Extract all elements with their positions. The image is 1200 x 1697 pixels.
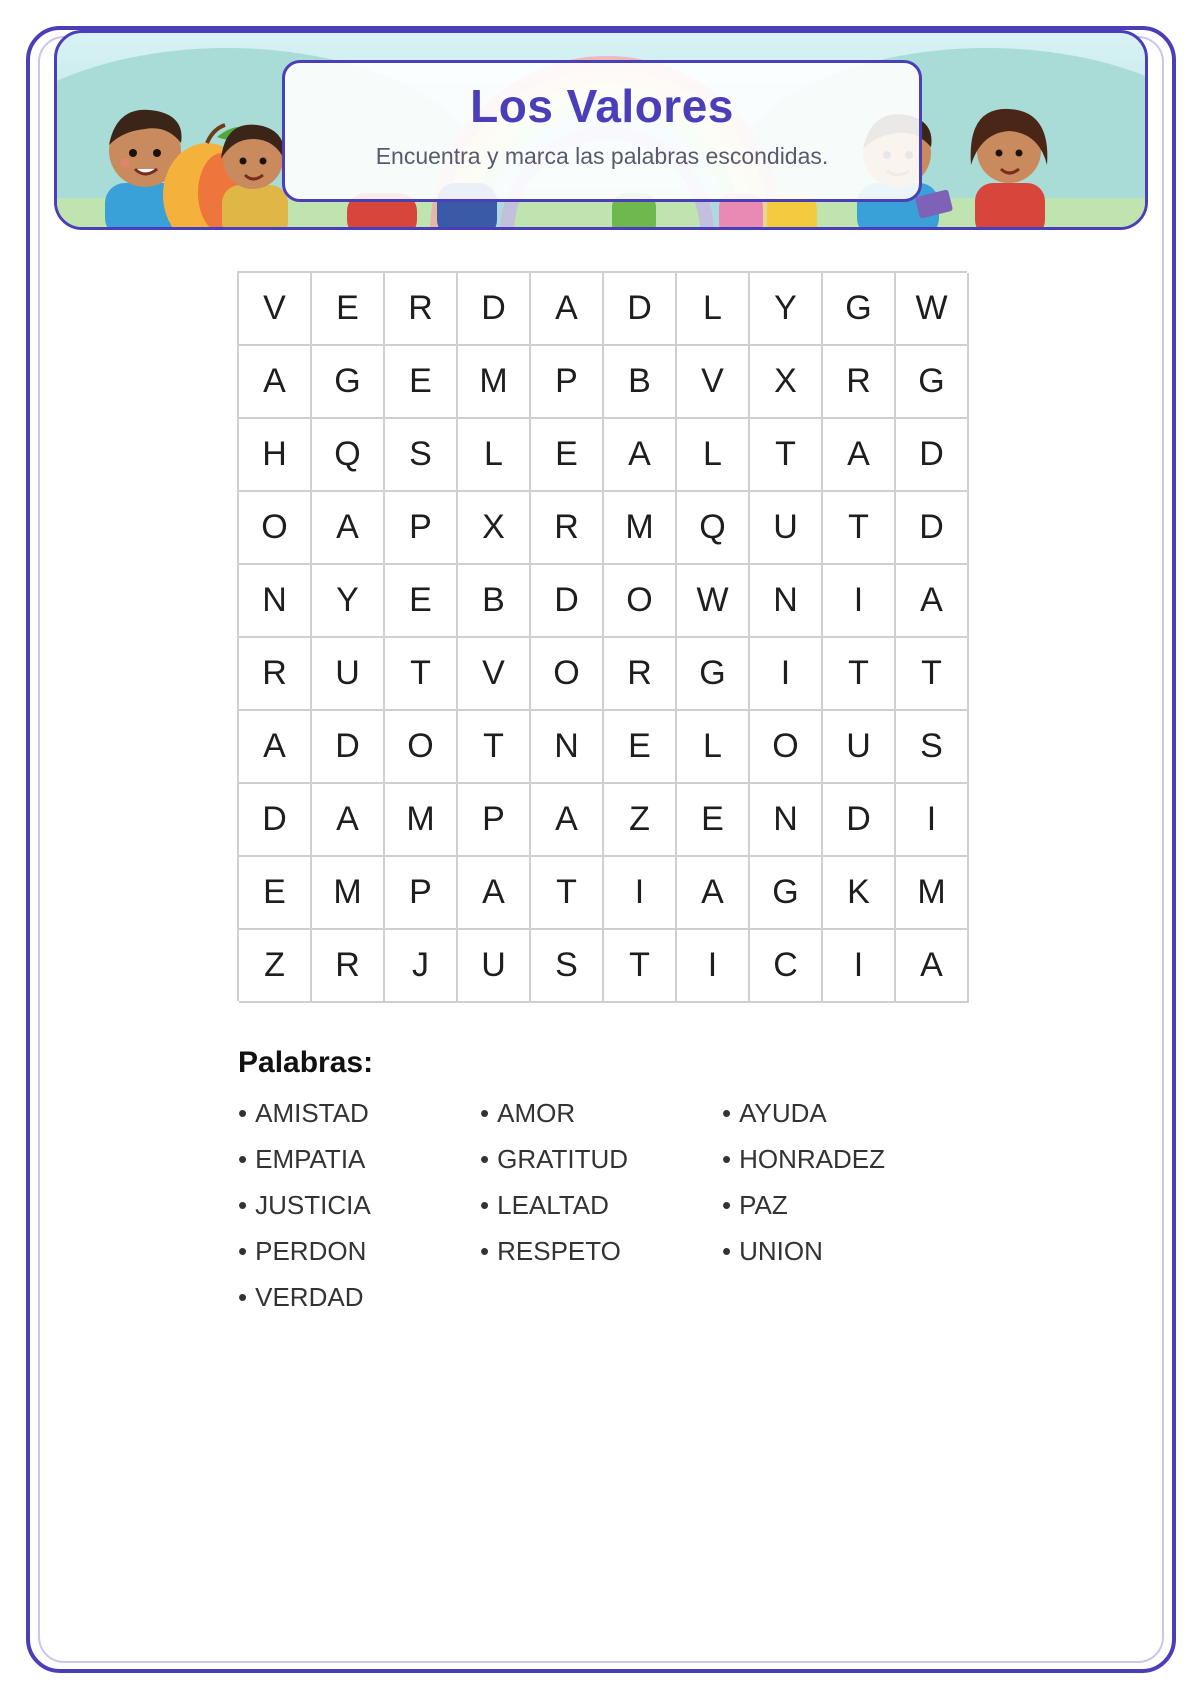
grid-cell[interactable]: O: [385, 711, 458, 784]
grid-cell[interactable]: I: [823, 930, 896, 1003]
grid-cell[interactable]: I: [896, 784, 969, 857]
grid-cell[interactable]: U: [823, 711, 896, 784]
grid-cell[interactable]: A: [677, 857, 750, 930]
grid-cell[interactable]: E: [312, 273, 385, 346]
grid-cell[interactable]: N: [239, 565, 312, 638]
grid-cell[interactable]: M: [385, 784, 458, 857]
word-list-item: • UNION: [722, 1236, 958, 1266]
grid-cell[interactable]: D: [458, 273, 531, 346]
grid-cell[interactable]: N: [750, 784, 823, 857]
grid-cell[interactable]: N: [750, 565, 823, 638]
grid-cell[interactable]: O: [531, 638, 604, 711]
grid-cell[interactable]: A: [531, 784, 604, 857]
grid-cell[interactable]: G: [312, 346, 385, 419]
grid-cell[interactable]: S: [896, 711, 969, 784]
word-list-item: • VERDAD: [238, 1282, 480, 1312]
word-list-item: • JUSTICIA: [238, 1190, 480, 1220]
word-list: [238, 1098, 958, 1312]
grid-cell[interactable]: D: [312, 711, 385, 784]
grid-cell[interactable]: D: [823, 784, 896, 857]
grid-cell[interactable]: D: [896, 492, 969, 565]
grid-cell[interactable]: T: [604, 930, 677, 1003]
grid-cell[interactable]: A: [239, 346, 312, 419]
grid-cell[interactable]: B: [458, 565, 531, 638]
grid-cell[interactable]: U: [750, 492, 823, 565]
grid-cell[interactable]: R: [312, 930, 385, 1003]
grid-cell[interactable]: O: [750, 711, 823, 784]
grid-cell[interactable]: M: [896, 857, 969, 930]
grid-cell[interactable]: T: [531, 857, 604, 930]
grid-cell[interactable]: U: [458, 930, 531, 1003]
grid-cell[interactable]: H: [239, 419, 312, 492]
grid-cell[interactable]: G: [750, 857, 823, 930]
grid-cell[interactable]: L: [677, 711, 750, 784]
grid-cell[interactable]: W: [896, 273, 969, 346]
grid-cell[interactable]: P: [385, 492, 458, 565]
grid-cell[interactable]: A: [896, 930, 969, 1003]
grid-cell[interactable]: T: [750, 419, 823, 492]
grid-cell[interactable]: G: [896, 346, 969, 419]
grid-cell[interactable]: R: [823, 346, 896, 419]
grid-cell[interactable]: T: [823, 638, 896, 711]
grid-cell[interactable]: T: [823, 492, 896, 565]
word-list-item: • RESPETO: [480, 1236, 722, 1266]
grid-cell[interactable]: T: [458, 711, 531, 784]
word-list-item: • AMISTAD: [238, 1098, 480, 1128]
grid-cell[interactable]: Q: [677, 492, 750, 565]
grid-cell[interactable]: J: [385, 930, 458, 1003]
grid-cell[interactable]: D: [896, 419, 969, 492]
grid-cell[interactable]: K: [823, 857, 896, 930]
grid-cell[interactable]: T: [385, 638, 458, 711]
grid-cell[interactable]: X: [458, 492, 531, 565]
grid-cell[interactable]: O: [239, 492, 312, 565]
word-list-heading: Palabras:: [238, 1046, 374, 1079]
grid-cell[interactable]: P: [531, 346, 604, 419]
grid-cell[interactable]: O: [604, 565, 677, 638]
grid-cell[interactable]: A: [896, 565, 969, 638]
grid-cell[interactable]: V: [677, 346, 750, 419]
grid-cell[interactable]: D: [531, 565, 604, 638]
grid-cell[interactable]: A: [531, 273, 604, 346]
grid-cell[interactable]: A: [458, 857, 531, 930]
grid-cell[interactable]: T: [896, 638, 969, 711]
grid-cell[interactable]: L: [677, 273, 750, 346]
word-list-item: • HONRADEZ: [722, 1144, 958, 1174]
grid-cell[interactable]: L: [458, 419, 531, 492]
grid-cell[interactable]: P: [458, 784, 531, 857]
grid-cell[interactable]: N: [531, 711, 604, 784]
grid-cell[interactable]: D: [604, 273, 677, 346]
grid-cell[interactable]: G: [823, 273, 896, 346]
word-list-item: • EMPATIA: [238, 1144, 480, 1174]
grid-cell[interactable]: M: [604, 492, 677, 565]
grid-cell[interactable]: R: [239, 638, 312, 711]
grid-cell[interactable]: I: [604, 857, 677, 930]
word-list-item: • LEALTAD: [480, 1190, 722, 1220]
grid-cell[interactable]: E: [385, 346, 458, 419]
grid-cell[interactable]: R: [604, 638, 677, 711]
grid-cell[interactable]: L: [677, 419, 750, 492]
grid-cell[interactable]: E: [239, 857, 312, 930]
grid-cell[interactable]: E: [385, 565, 458, 638]
grid-cell[interactable]: U: [312, 638, 385, 711]
grid-cell[interactable]: Y: [312, 565, 385, 638]
grid-cell[interactable]: M: [458, 346, 531, 419]
grid-cell[interactable]: I: [677, 930, 750, 1003]
grid-cell[interactable]: A: [312, 784, 385, 857]
grid-cell[interactable]: X: [750, 346, 823, 419]
grid-cell[interactable]: I: [823, 565, 896, 638]
grid-cell[interactable]: W: [677, 565, 750, 638]
grid-cell[interactable]: R: [385, 273, 458, 346]
grid-cell[interactable]: Q: [312, 419, 385, 492]
title-card: [282, 60, 922, 202]
grid-cell[interactable]: V: [239, 273, 312, 346]
page-title: Los Valores: [470, 80, 734, 132]
grid-cell[interactable]: B: [604, 346, 677, 419]
grid-cell[interactable]: Z: [604, 784, 677, 857]
grid-cell[interactable]: M: [312, 857, 385, 930]
word-search-grid: [237, 271, 967, 1001]
grid-cell[interactable]: A: [239, 711, 312, 784]
grid-cell[interactable]: Z: [239, 930, 312, 1003]
grid-cell[interactable]: S: [531, 930, 604, 1003]
grid-cell[interactable]: A: [823, 419, 896, 492]
grid-cell[interactable]: A: [604, 419, 677, 492]
grid-cell[interactable]: S: [385, 419, 458, 492]
grid-cell[interactable]: P: [385, 857, 458, 930]
grid-cell[interactable]: E: [531, 419, 604, 492]
grid-cell[interactable]: I: [750, 638, 823, 711]
grid-cell[interactable]: E: [604, 711, 677, 784]
grid-cell[interactable]: Y: [750, 273, 823, 346]
word-list-item: • PERDON: [238, 1236, 480, 1266]
word-list-item: • GRATITUD: [480, 1144, 722, 1174]
word-list-item: • PAZ: [722, 1190, 958, 1220]
grid-cell[interactable]: A: [312, 492, 385, 565]
grid-cell[interactable]: G: [677, 638, 750, 711]
page-subtitle: Encuentra y marca las palabras escondidas.: [375, 143, 829, 169]
word-list-item: • AMOR: [480, 1098, 722, 1128]
grid-cell[interactable]: C: [750, 930, 823, 1003]
word-list-item: • AYUDA: [722, 1098, 958, 1128]
grid-cell[interactable]: R: [531, 492, 604, 565]
grid-cell[interactable]: V: [458, 638, 531, 711]
grid-cell[interactable]: D: [239, 784, 312, 857]
grid-cell[interactable]: E: [677, 784, 750, 857]
